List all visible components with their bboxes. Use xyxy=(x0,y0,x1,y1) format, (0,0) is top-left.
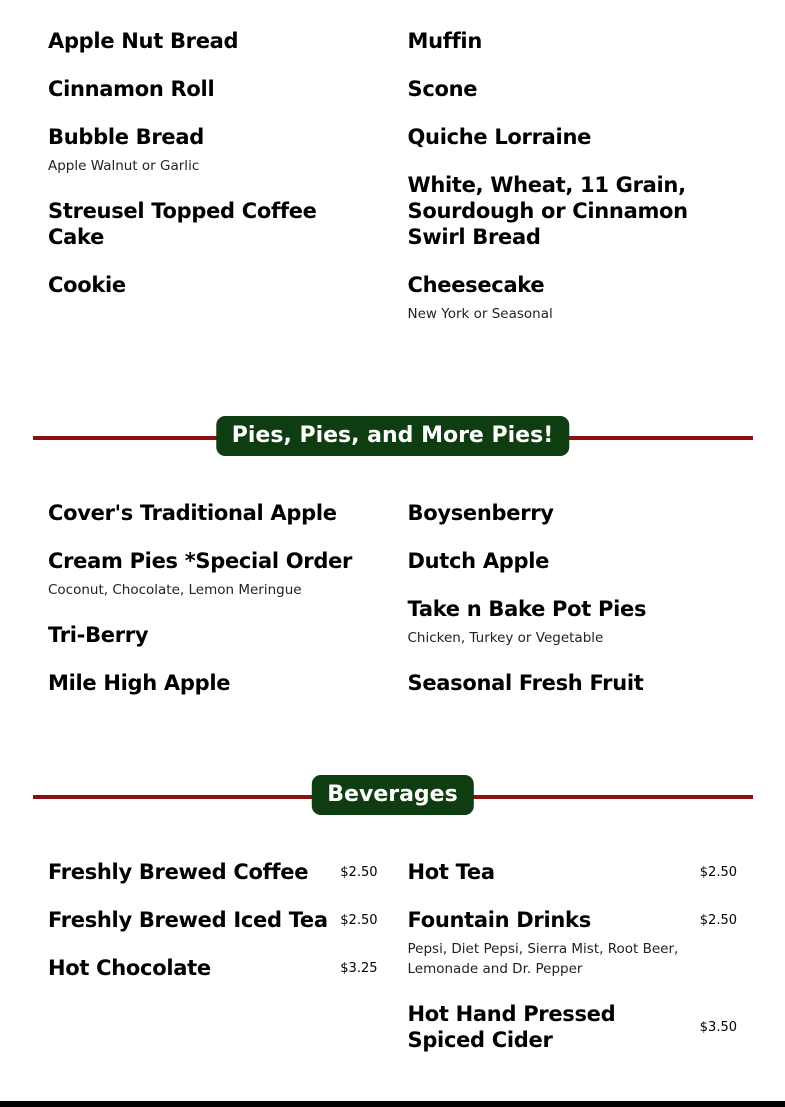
menu-item xyxy=(48,28,378,54)
bakery-right-column xyxy=(408,28,738,346)
item-description: Chicken, Turkey or Vegetable xyxy=(407,630,604,646)
item-name: Freshly Brewed Iced Tea xyxy=(48,908,328,932)
menu-item xyxy=(48,76,378,102)
item-description: Pepsi, Diet Pepsi, Sierra Mist, Root Beer, Lemonade and Dr. Pepper xyxy=(407,941,679,977)
menu-item xyxy=(48,272,378,298)
pies-right-column xyxy=(408,500,738,718)
menu-item xyxy=(48,955,378,981)
menu-item xyxy=(408,124,738,150)
item-name: Hot Tea xyxy=(407,860,495,884)
pies-left-column xyxy=(48,500,378,718)
item-name: Freshly Brewed Coffee xyxy=(48,860,309,884)
item-price: $3.50 xyxy=(699,1019,737,1035)
item-name: Seasonal Fresh Fruit xyxy=(407,671,644,695)
menu-item xyxy=(408,500,738,526)
beverages-section xyxy=(48,859,737,1075)
item-description: Apple Walnut or Garlic xyxy=(48,158,200,174)
menu-item xyxy=(408,76,738,102)
menu-item xyxy=(48,670,378,696)
bakery-section xyxy=(48,28,737,346)
item-price: $2.50 xyxy=(699,864,737,880)
item-name: Take n Bake Pot Pies xyxy=(407,597,647,621)
menu-item xyxy=(48,548,378,600)
menu-item xyxy=(408,859,738,885)
item-price: $3.25 xyxy=(340,960,378,976)
menu-item xyxy=(48,907,378,933)
menu-item xyxy=(408,596,738,648)
item-price: $2.50 xyxy=(340,912,378,928)
menu-item xyxy=(408,172,738,250)
menu-item xyxy=(48,124,378,176)
item-name: Scone xyxy=(407,77,478,101)
item-name: Fountain Drinks xyxy=(407,908,591,932)
menu-item xyxy=(48,859,378,885)
item-name: White, Wheat, 11 Grain, Sourdough or Cinnamon Swirl Bread xyxy=(407,173,688,249)
item-name: Apple Nut Bread xyxy=(48,29,239,53)
section-title-beverages: Beverages xyxy=(311,775,473,815)
menu-item xyxy=(408,28,738,54)
item-name: Cheesecake xyxy=(407,273,545,297)
item-description: New York or Seasonal xyxy=(407,306,553,322)
item-name: Muffin xyxy=(407,29,482,53)
beverages-left-column xyxy=(48,859,378,1075)
menu-item xyxy=(408,670,738,696)
menu-item xyxy=(408,1001,738,1053)
item-name: Cover's Traditional Apple xyxy=(48,501,337,525)
item-description: Coconut, Chocolate, Lemon Meringue xyxy=(48,582,302,598)
item-name: Mile High Apple xyxy=(48,671,231,695)
menu-item xyxy=(408,272,738,324)
item-price: $2.50 xyxy=(340,864,378,880)
bakery-left-column xyxy=(48,28,378,346)
item-name: Dutch Apple xyxy=(407,549,550,573)
item-name: Bubble Bread xyxy=(48,125,204,149)
menu-item xyxy=(408,907,738,979)
menu-item xyxy=(48,622,378,648)
item-name: Tri-Berry xyxy=(48,623,149,647)
item-price: $2.50 xyxy=(699,912,737,928)
bottom-border xyxy=(0,1101,785,1107)
menu-item xyxy=(48,500,378,526)
item-name: Boysenberry xyxy=(407,501,554,525)
item-name: Hot Hand Pressed Spiced Cider xyxy=(407,1002,616,1052)
pies-section xyxy=(48,500,737,718)
item-name: Quiche Lorraine xyxy=(407,125,592,149)
item-name: Hot Chocolate xyxy=(48,956,211,980)
beverages-right-column xyxy=(408,859,738,1075)
item-name: Cookie xyxy=(48,273,126,297)
section-title-pies: Pies, Pies, and More Pies! xyxy=(216,416,569,456)
menu-item xyxy=(48,198,378,250)
menu-item xyxy=(408,548,738,574)
item-name: Cream Pies *Special Order xyxy=(48,549,353,573)
item-name: Streusel Topped Coffee Cake xyxy=(48,199,317,249)
item-name: Cinnamon Roll xyxy=(48,77,215,101)
